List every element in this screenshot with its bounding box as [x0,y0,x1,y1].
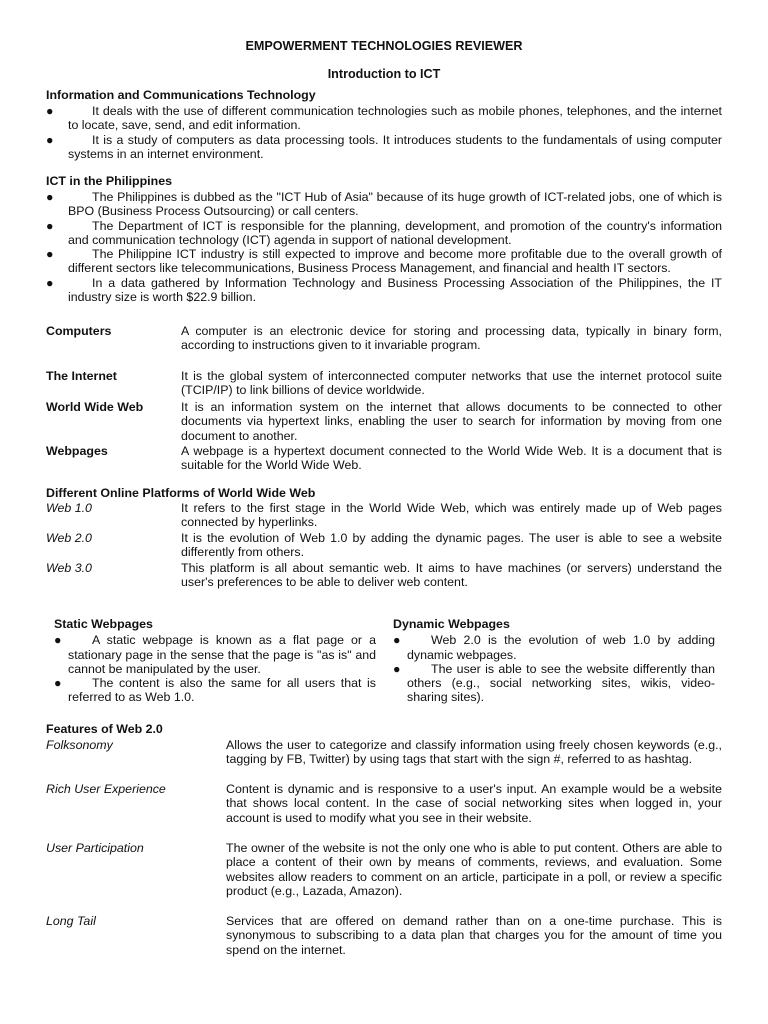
bullet-icon: ● [46,132,54,147]
bullet-icon: ● [46,104,54,118]
ph-bullet-text: The Department of ICT is responsible for the planning, development, and promotion of the country's information and communication technology (ICT) agenda in support of national development. [68,218,722,247]
definition-internet [46,369,722,398]
list-item [385,662,715,705]
definition-text: A computer is an electronic device for storing and processing data, typically in binary form, according to instructions given to it invariable program. [181,324,722,353]
definition-www [46,400,722,443]
static-bullet-text: A static webpage is known as a flat page or a stationary page in the sense that the page is "as is" and cannot be manipulated by the user. [68,633,376,676]
feature-text: Services that are offered on demand rather than on a one-time purchase. This is synonymous to subscribing to a data plan that charges you for the amount of time you spend on the internet. [226,914,722,957]
feature-text: The owner of the website is not the only one who is able to put content. Others are able to place a content of their own by means of comments, reviews, and evaluation. Some websites allow readers to comment on an article, participate in a poll, or review a specific product (e.g., Lazada, Amazon). [226,841,722,898]
document-title: EMPOWERMENT TECHNOLOGIES REVIEWER [245,39,523,53]
platform-text: It is the evolution of Web 1.0 by adding the dynamic pages. The user is able to see a website differently from others. [181,531,722,560]
feature-folksonomy [46,738,722,767]
dynamic-webpages-column [385,617,715,705]
list-item [46,104,722,133]
static-bullet-list [46,633,376,704]
feature-long-tail [46,914,722,957]
definition-text: It is an information system on the internet that allows documents to be connected to other documents via hypertext links, enabling the user to search for information by moving from one document to another. [181,400,722,443]
feature-text: Content is dynamic and is responsive to a user's input. An example would be a website that shows local content. In the case of social networking sites when logged in, your account is used to modify what you see in their website. [226,782,722,825]
bullet-icon: ● [46,247,54,262]
feature-term: Folksonomy [46,738,113,752]
feature-term: Rich User Experience [46,782,166,796]
feature-text: Allows the user to categorize and classify information using freely chosen keywords (e.g., tagging by FB, Twitter) by using tags that start with the sign #, referred to as hashtag. [226,738,722,767]
dynamic-bullet-text: Web 2.0 is the evolution of web 1.0 by adding dynamic webpages. [407,633,715,662]
list-item [46,276,722,305]
definition-term: Computers [46,324,112,338]
ph-heading: ICT in the Philippines [46,174,172,188]
definition-webpages [46,444,722,473]
platform-text: It refers to the first stage in the World Wide Web, which was entirely made up of Web pages connected by hyperlinks. [181,501,722,530]
dynamic-bullet-text: The user is able to see the website differently than others (e.g., social networking sites, wikis, video-sharing sites). [407,661,715,705]
dynamic-bullet-list [385,633,715,704]
bullet-icon: ● [393,661,401,676]
feature-rich-user-experience [46,782,722,825]
ph-bullet-text: The Philippine ICT industry is still expected to improve and become more profitable due to the overall growth of different sectors like telecommunications, Business Process Management, and financial and health IT sectors. [68,247,722,276]
bullet-icon: ● [46,190,54,204]
list-item [46,133,722,162]
bullet-icon: ● [393,633,401,648]
ict-bullet-text: It is a study of computers as data processing tools. It introduces students to the fundamentals of using computer systems in an internet environment. [68,132,722,161]
definition-text: It is the global system of interconnected computer networks that use the internet protocol suite (TCIP/IP) to link billions of device worldwide. [181,369,722,398]
list-item [46,247,722,276]
platform-term: Web 1.0 [46,501,92,515]
platform-web-1 [46,501,722,530]
bullet-icon: ● [46,218,54,233]
definition-term: The Internet [46,369,117,383]
definition-computers [46,324,722,353]
list-item [46,633,376,676]
feature-term: User Participation [46,841,144,855]
features-heading: Features of Web 2.0 [46,722,163,736]
ph-bullet-text: The Philippines is dubbed as the "ICT Hub of Asia" because of its huge growth of ICT-related jobs, one of which is BPO (Business Process Outsourcing) or call centers. [68,190,722,219]
platform-web-3 [46,561,722,590]
platform-text: This platform is all about semantic web. It aims to have machines (or servers) understand the user's preferences to be able to deliver web content. [181,561,722,590]
dynamic-heading: Dynamic Webpages [393,617,510,631]
feature-term: Long Tail [46,914,96,928]
list-item [46,676,376,705]
bullet-icon: ● [54,676,62,691]
ict-bullet-list [46,104,722,161]
bullet-icon: ● [54,633,62,648]
definition-text: A webpage is a hypertext document connected to the World Wide Web. It is a document that is suitable for the World Wide Web. [181,444,722,473]
list-item [46,219,722,248]
definition-term: World Wide Web [46,400,144,414]
ict-bullet-text: It deals with the use of different communication technologies such as mobile phones, telephones, and the internet to locate, save, send, and edit information. [68,104,722,133]
static-bullet-text: The content is also the same for all users that is referred to as Web 1.0. [68,676,376,705]
section-subtitle: Introduction to ICT [327,67,441,81]
static-webpages-column [46,617,376,705]
platform-web-2 [46,531,722,560]
platforms-heading: Different Online Platforms of World Wide Web [46,486,316,500]
ict-heading: Information and Communications Technology [46,88,316,102]
bullet-icon: ● [46,275,54,290]
static-heading: Static Webpages [54,617,153,631]
platform-term: Web 3.0 [46,561,92,575]
definition-term: Webpages [46,444,108,458]
list-item [46,190,722,219]
ph-bullet-text: In a data gathered by Information Technology and Business Processing Association of the Philippines, the IT industry size is worth $22.9 billion. [68,275,722,305]
list-item [385,633,715,662]
platform-term: Web 2.0 [46,531,92,545]
ph-bullet-list [46,190,722,304]
feature-user-participation [46,841,722,898]
